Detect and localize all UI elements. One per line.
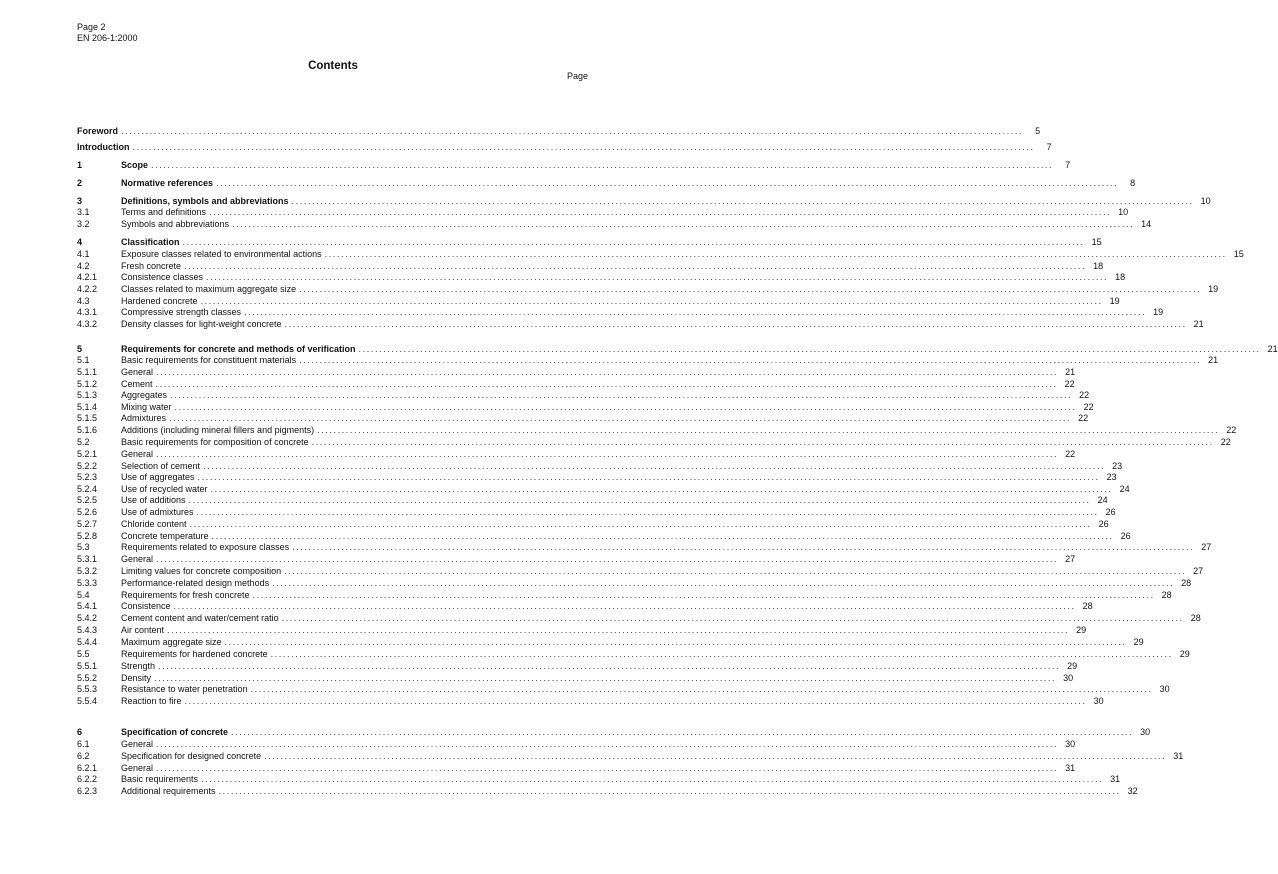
toc-entry-page: 21	[1208, 355, 1219, 365]
toc-entry	[77, 695, 1104, 707]
toc-leader-dots: ............................................................................................................................................................................................................................	[174, 402, 1077, 412]
toc-entry-title: Concrete temperature	[121, 531, 209, 541]
toc-entry-title: General	[121, 367, 154, 377]
toc-leader-dots: ............................................................................................................................................................................................................................	[201, 774, 1104, 784]
toc-entry	[77, 354, 1219, 366]
page-title: Contents	[308, 60, 358, 72]
toc-entry-title: Admixtures	[121, 413, 167, 423]
toc-entry-number: 5.2.3	[77, 472, 98, 482]
toc-entry-number: 5.3	[77, 542, 90, 552]
toc-entry-page: 7	[1065, 160, 1071, 170]
toc-entry-number: 5.3.2	[77, 566, 98, 576]
toc-entry	[77, 424, 1237, 436]
toc-entry-number: 3.2	[77, 219, 90, 229]
toc-entry-title: Classes related to maximum aggregate size	[121, 284, 297, 294]
toc-entry	[77, 648, 1190, 660]
toc-entry-title: Exposure classes related to environmental actions	[121, 249, 322, 259]
toc-leader-dots: ............................................................................................................................................................................................................................	[224, 637, 1127, 647]
toc-entry-number: 6.2.2	[77, 774, 98, 784]
toc-entry-title: Symbols and abbreviations	[121, 219, 230, 229]
toc-entry-title: Definitions, symbols and abbreviations	[121, 196, 289, 206]
toc-entry-number: 6.2	[77, 751, 90, 761]
toc-leader-dots: ............................................................................................................................................................................................................................	[270, 649, 1173, 659]
toc-entry	[77, 738, 1076, 750]
toc-entry-title: Requirements related to exposure classes	[121, 542, 290, 552]
toc-entry	[77, 683, 1170, 695]
toc-entry-title: Reaction to fire	[121, 696, 182, 706]
standard-identifier: EN 206-1:2000	[77, 33, 138, 43]
toc-entry-number: 3	[77, 196, 83, 206]
toc-entry	[77, 494, 1108, 506]
toc-entry-page: 8	[1130, 178, 1136, 188]
page-number: Page 2	[77, 22, 106, 32]
toc-entry	[77, 306, 1164, 318]
toc-leader-dots: ............................................................................................................................................................................................................................	[252, 590, 1155, 600]
toc-entry-page: 30	[1063, 673, 1074, 683]
toc-entry-number: 5.2	[77, 437, 90, 447]
toc-entry-number: 4.1	[77, 249, 90, 259]
toc-leader-dots: ............................................................................................................................................................................................................................	[200, 296, 1103, 306]
toc-entry-number: 5.5.2	[77, 673, 98, 683]
toc-leader-dots: ............................................................................................................................................................................................................................	[156, 763, 1059, 773]
toc-leader-dots: ............................................................................................................................................................................................................................	[218, 786, 1121, 796]
toc-entry-title: General	[121, 554, 154, 564]
toc-entry	[77, 726, 1151, 738]
toc-leader-dots: ............................................................................................................................................................................................................................	[203, 461, 1106, 471]
toc-entry-title: Density classes for light-weight concrete	[121, 319, 282, 329]
toc-entry-number: 6.2.3	[77, 786, 98, 796]
toc-leader-dots: ............................................................................................................................................................................................................................	[170, 390, 1073, 400]
toc-entry-number: 5.5.1	[77, 661, 98, 671]
toc-entry-number: 5.4	[77, 590, 90, 600]
toc-leader-dots: ............................................................................................................................................................................................................................	[281, 613, 1184, 623]
toc-entry-number: 4.3.1	[77, 307, 98, 317]
toc-entry-title: Additional requirements	[121, 786, 216, 796]
toc-leader-dots: ............................................................................................................................................................................................................................	[184, 261, 1087, 271]
toc-entry-number: 4	[77, 237, 83, 247]
toc-entry-page: 27	[1201, 542, 1212, 552]
toc-entry-number: 5.2.6	[77, 507, 98, 517]
toc-entry-title: Hardened concrete	[121, 296, 198, 306]
toc-entry-page: 23	[1112, 461, 1123, 471]
toc-entry-page: 27	[1065, 554, 1076, 564]
toc-entry	[77, 159, 1071, 171]
toc-entry-number: 5.3.1	[77, 554, 98, 564]
toc-entry-number: 5.4.4	[77, 637, 98, 647]
toc-entry	[77, 218, 1152, 230]
toc-entry-title: Use of admixtures	[121, 507, 194, 517]
toc-entry-title: Mixing water	[121, 402, 172, 412]
toc-entry	[77, 600, 1093, 612]
toc-entry-number: 5.1.5	[77, 413, 98, 423]
toc-entry-title: General	[121, 449, 154, 459]
toc-leader-dots: ............................................................................................................................................................................................................................	[210, 484, 1113, 494]
toc-leader-dots: ............................................................................................................................................................................................................................	[317, 425, 1220, 435]
toc-entry	[77, 412, 1089, 424]
toc-entry	[77, 141, 1052, 153]
toc-entry-page: 22	[1220, 437, 1231, 447]
toc-entry-page: 28	[1161, 590, 1172, 600]
toc-entry-number: 5.3.3	[77, 578, 98, 588]
toc-leader-dots: ............................................................................................................................................................................................................................	[155, 379, 1058, 389]
toc-entry	[77, 271, 1126, 283]
toc-entry	[77, 773, 1121, 785]
toc-entry-number: 5.2.7	[77, 519, 98, 529]
toc-entry-page: 31	[1173, 751, 1184, 761]
toc-leader-dots: ............................................................................................................................................................................................................................	[299, 355, 1202, 365]
toc-entry	[77, 318, 1204, 330]
toc-entry-title: Basic requirements	[121, 774, 199, 784]
toc-entry	[77, 577, 1192, 589]
toc-entry-title: Cement content and water/cement ratio	[121, 613, 279, 623]
toc-entry-number: 5.1	[77, 355, 90, 365]
toc-leader-dots: ............................................................................................................................................................................................................................	[231, 727, 1134, 737]
toc-leader-dots: ............................................................................................................................................................................................................................	[151, 160, 1054, 170]
page-column-label: Page	[566, 71, 588, 81]
toc-entry-number: 5.2.4	[77, 484, 98, 494]
toc-entry-title: Use of aggregates	[121, 472, 195, 482]
toc-leader-dots: ............................................................................................................................................................................................................................	[211, 531, 1114, 541]
toc-entry-title: Normative references	[121, 178, 214, 188]
toc-leader-dots: ............................................................................................................................................................................................................................	[188, 495, 1091, 505]
toc-leader-dots: ............................................................................................................................................................................................................................	[284, 319, 1187, 329]
toc-entry-title: Classification	[121, 237, 180, 247]
toc-entry-number: 5	[77, 344, 83, 354]
toc-entry	[77, 636, 1144, 648]
toc-entry-page: 31	[1065, 763, 1076, 773]
toc-entry-page: 22	[1064, 379, 1075, 389]
toc-entry	[77, 750, 1184, 762]
toc-leader-dots: ............................................................................................................................................................................................................................	[197, 472, 1100, 482]
toc-leader-dots: ............................................................................................................................................................................................................................	[156, 367, 1059, 377]
toc-leader-dots: ............................................................................................................................................................................................................................	[216, 178, 1119, 188]
toc-entry-title: Specification of concrete	[121, 727, 229, 737]
toc-leader-dots: ............................................................................................................................................................................................................................	[156, 449, 1059, 459]
toc-entry-number: 5.1.1	[77, 367, 98, 377]
toc-entry-number: 5.5	[77, 649, 90, 659]
toc-entry-title: Selection of cement	[121, 461, 201, 471]
toc-entry-page: 15	[1233, 249, 1244, 259]
toc-leader-dots: ............................................................................................................................................................................................................................	[206, 272, 1109, 282]
toc-entry-number: 4.2.1	[77, 272, 98, 282]
toc-entry-number: 5.1.4	[77, 402, 98, 412]
toc-leader-dots: ............................................................................................................................................................................................................................	[292, 542, 1195, 552]
toc-entry-page: 22	[1226, 425, 1237, 435]
toc-leader-dots: ............................................................................................................................................................................................................................	[182, 237, 1085, 247]
toc-entry-number: 5.2.2	[77, 461, 98, 471]
toc-entry-number: 3.1	[77, 207, 90, 217]
toc-entry-title: Scope	[121, 160, 149, 170]
toc-entry-title: Use of additions	[121, 495, 186, 505]
toc-entry-page: 29	[1067, 661, 1078, 671]
toc-entry	[77, 518, 1109, 530]
toc-entry	[77, 125, 1041, 137]
toc-entry-title: Additions (including mineral fillers and pigments)	[121, 425, 315, 435]
toc-entry-number: 4.2.2	[77, 284, 98, 294]
toc-entry	[77, 624, 1087, 636]
toc-entry-title: Foreword	[77, 126, 119, 136]
toc-entry-title: Terms and definitions	[121, 207, 207, 217]
toc-entry-title: Requirements for concrete and methods of verification	[121, 344, 356, 354]
toc-entry	[77, 506, 1116, 518]
toc-leader-dots: ............................................................................................................................................................................................................................	[232, 219, 1135, 229]
toc-entry	[77, 612, 1201, 624]
toc-entry	[77, 660, 1078, 672]
toc-entry	[77, 206, 1129, 218]
toc-entry-page: 28	[1181, 578, 1192, 588]
toc-leader-dots: ............................................................................................................................................................................................................................	[196, 507, 1099, 517]
toc-leader-dots: ............................................................................................................................................................................................................................	[284, 566, 1187, 576]
toc-entry-page: 30	[1065, 739, 1076, 749]
toc-entry-page: 26	[1120, 531, 1131, 541]
toc-entry-title: Use of recycled water	[121, 484, 208, 494]
toc-entry-number: 5.1.3	[77, 390, 98, 400]
toc-entry-page: 22	[1065, 449, 1076, 459]
toc-entry-title: Chloride content	[121, 519, 187, 529]
toc-entry-number: 4.2	[77, 261, 90, 271]
toc-entry-title: Requirements for hardened concrete	[121, 649, 268, 659]
toc-entry-page: 31	[1110, 774, 1121, 784]
toc-entry-page: 28	[1190, 613, 1201, 623]
toc-entry-page: 10	[1200, 196, 1211, 206]
toc-entry-title: Limiting values for concrete composition	[121, 566, 282, 576]
toc-leader-dots: ............................................................................................................................................................................................................................	[173, 601, 1076, 611]
toc-entry-number: 1	[77, 160, 83, 170]
toc-entry-title: Basic requirements for constituent materials	[121, 355, 297, 365]
toc-entry-page: 7	[1046, 142, 1052, 152]
toc-leader-dots: ............................................................................................................................................................................................................................	[272, 578, 1175, 588]
toc-entry-page: 5	[1035, 126, 1041, 136]
toc-leader-dots: ............................................................................................................................................................................................................................	[156, 554, 1059, 564]
toc-entry-title: Requirements for fresh concrete	[121, 590, 250, 600]
toc-entry	[77, 541, 1212, 553]
toc-entry-title: Cement	[121, 379, 153, 389]
toc-entry-page: 14	[1141, 219, 1152, 229]
toc-entry-title: Compressive strength classes	[121, 307, 242, 317]
toc-entry-page: 10	[1118, 207, 1129, 217]
toc-entry-number: 5.4.3	[77, 625, 98, 635]
toc-leader-dots: ............................................................................................................................................................................................................................	[169, 413, 1072, 423]
toc-entry-title: Density	[121, 673, 152, 683]
toc-entry	[77, 436, 1231, 448]
toc-leader-dots: ............................................................................................................................................................................................................................	[264, 751, 1167, 761]
toc-entry-number: 6	[77, 727, 83, 737]
toc-entry-number: 5.2.5	[77, 495, 98, 505]
toc-entry-page: 21	[1267, 344, 1278, 354]
toc-entry-title: Introduction	[77, 142, 130, 152]
toc-entry-number: 5.5.4	[77, 696, 98, 706]
toc-entry-page: 21	[1065, 367, 1076, 377]
toc-leader-dots: ............................................................................................................................................................................................................................	[250, 684, 1153, 694]
toc-leader-dots: ............................................................................................................................................................................................................................	[209, 207, 1112, 217]
toc-entry-page: 18	[1093, 261, 1104, 271]
toc-entry	[77, 553, 1076, 565]
toc-entry-title: Maximum aggregate size	[121, 637, 222, 647]
toc-entry	[77, 366, 1076, 378]
toc-entry-page: 19	[1153, 307, 1164, 317]
toc-entry-title: Fresh concrete	[121, 261, 182, 271]
toc-entry-number: 2	[77, 178, 83, 188]
toc-entry-page: 27	[1193, 566, 1204, 576]
toc-entry-number: 5.1.2	[77, 379, 98, 389]
toc-entry-number: 4.3.2	[77, 319, 98, 329]
toc-entry	[77, 248, 1244, 260]
toc-entry-page: 30	[1159, 684, 1170, 694]
toc-entry-page: 30	[1140, 727, 1151, 737]
toc-leader-dots: ............................................................................................................................................................................................................................	[324, 249, 1227, 259]
toc-entry-page: 29	[1179, 649, 1190, 659]
toc-leader-dots: ............................................................................................................................................................................................................................	[156, 739, 1059, 749]
toc-entry-page: 22	[1083, 402, 1094, 412]
toc-entry-number: 5.4.2	[77, 613, 98, 623]
toc-leader-dots: ............................................................................................................................................................................................................................	[132, 142, 1035, 152]
toc-entry-page: 28	[1082, 601, 1093, 611]
toc-entry-page: 23	[1106, 472, 1117, 482]
toc-leader-dots: ............................................................................................................................................................................................................................	[291, 196, 1194, 206]
toc-entry-number: 6.1	[77, 739, 90, 749]
toc-leader-dots: ............................................................................................................................................................................................................................	[311, 437, 1214, 447]
toc-entry-page: 29	[1133, 637, 1144, 647]
toc-leader-dots: ............................................................................................................................................................................................................................	[184, 696, 1087, 706]
toc-entry-page: 22	[1078, 413, 1089, 423]
toc-entry	[77, 471, 1117, 483]
toc-entry-page: 30	[1093, 696, 1104, 706]
toc-entry-number: 5.1.6	[77, 425, 98, 435]
toc-entry-title: Performance-related design methods	[121, 578, 270, 588]
toc-entry-page: 24	[1097, 495, 1108, 505]
toc-entry-title: Aggregates	[121, 390, 168, 400]
toc-entry-title: Specification for designed concrete	[121, 751, 262, 761]
toc-entry-title: Basic requirements for composition of concrete	[121, 437, 309, 447]
toc-entry	[77, 236, 1102, 248]
toc-entry-title: General	[121, 763, 154, 773]
toc-entry-number: 5.4.1	[77, 601, 98, 611]
toc-entry	[77, 283, 1219, 295]
toc-entry-title: Strength	[121, 661, 156, 671]
toc-leader-dots: ............................................................................................................................................................................................................................	[189, 519, 1092, 529]
toc-entry-page: 26	[1105, 507, 1116, 517]
toc-entry	[77, 785, 1138, 797]
toc-leader-dots: ............................................................................................................................................................................................................................	[158, 661, 1061, 671]
toc-entry-number: 4.3	[77, 296, 90, 306]
toc-entry-page: 26	[1098, 519, 1109, 529]
toc-entry-page: 19	[1109, 296, 1120, 306]
toc-entry-title: Consistence	[121, 601, 171, 611]
toc-entry-number: 5.2.8	[77, 531, 98, 541]
toc-entry-page: 21	[1193, 319, 1204, 329]
toc-entry-number: 5.2.1	[77, 449, 98, 459]
toc-entry	[77, 177, 1136, 189]
toc-entry-page: 19	[1208, 284, 1219, 294]
toc-entry	[77, 565, 1204, 577]
toc-entry-title: Resistance to water penetration	[121, 684, 248, 694]
toc-entry-page: 15	[1091, 237, 1102, 247]
toc-leader-dots: ............................................................................................................................................................................................................................	[167, 625, 1070, 635]
toc-entry-page: 32	[1127, 786, 1138, 796]
toc-entry-number: 5.5.3	[77, 684, 98, 694]
toc-leader-dots: ............................................................................................................................................................................................................................	[121, 126, 1024, 136]
toc-leader-dots: ............................................................................................................................................................................................................................	[358, 344, 1261, 354]
toc-entry-page: 22	[1079, 390, 1090, 400]
toc-entry-number: 6.2.1	[77, 763, 98, 773]
toc-leader-dots: ............................................................................................................................................................................................................................	[154, 673, 1057, 683]
toc-entry	[77, 389, 1090, 401]
toc-entry	[77, 448, 1076, 460]
toc-entry-page: 29	[1076, 625, 1087, 635]
toc-leader-dots: ............................................................................................................................................................................................................................	[244, 307, 1147, 317]
toc-entry-title: General	[121, 739, 154, 749]
toc-entry-title: Consistence classes	[121, 272, 204, 282]
toc-leader-dots: ............................................................................................................................................................................................................................	[299, 284, 1202, 294]
toc-entry-title: Air content	[121, 625, 165, 635]
toc-entry-page: 18	[1115, 272, 1126, 282]
toc-entry-page: 24	[1119, 484, 1130, 494]
